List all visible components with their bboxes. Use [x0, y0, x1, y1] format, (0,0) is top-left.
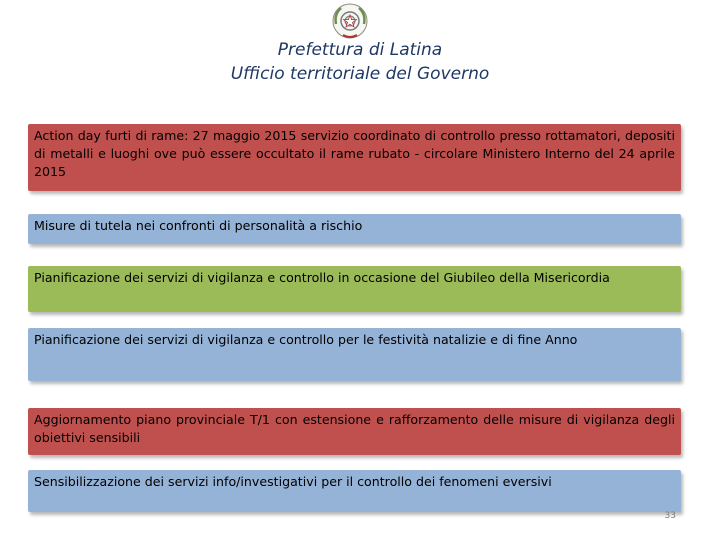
prefecture-title: Prefettura di Latina — [277, 40, 443, 60]
republic-emblem-icon — [331, 2, 369, 40]
activity-box-subversive-phenomena — [28, 470, 681, 512]
activity-box-christmas-holidays — [28, 328, 681, 381]
activity-box-protection-measures — [28, 214, 681, 244]
activity-text: Action day furti di rame: 27 maggio 2015 servizio coordinato di controllo presso rottamatori, depositi di metalli e luoghi ove può essere occultato il rame rubato - circolare Ministero Interno del 24 aprile 2015 — [34, 128, 675, 179]
office-subtitle: Ufficio territoriale del Governo — [230, 64, 490, 84]
activity-box-jubilee — [28, 266, 681, 312]
activity-box-copper-theft — [28, 124, 681, 191]
activity-box-provincial-plan — [28, 408, 681, 455]
activity-text: Misure di tutela nei confronti di personalità a rischio — [34, 218, 363, 233]
activity-text: Aggiornamento piano provinciale T/1 con estensione e rafforzamento delle misure di vigilanza degli obiettivi sensibili — [34, 412, 675, 445]
activity-text: Pianificazione dei servizi di vigilanza e controllo in occasione del Giubileo della Misericordia — [34, 270, 610, 285]
activity-text: Pianificazione dei servizi di vigilanza e controllo per le festività natalizie e di fine Anno — [34, 332, 578, 347]
activity-text: Sensibilizzazione dei servizi info/investigativi per il controllo dei fenomeni eversivi — [34, 474, 552, 489]
page-number: 33 — [664, 511, 676, 521]
